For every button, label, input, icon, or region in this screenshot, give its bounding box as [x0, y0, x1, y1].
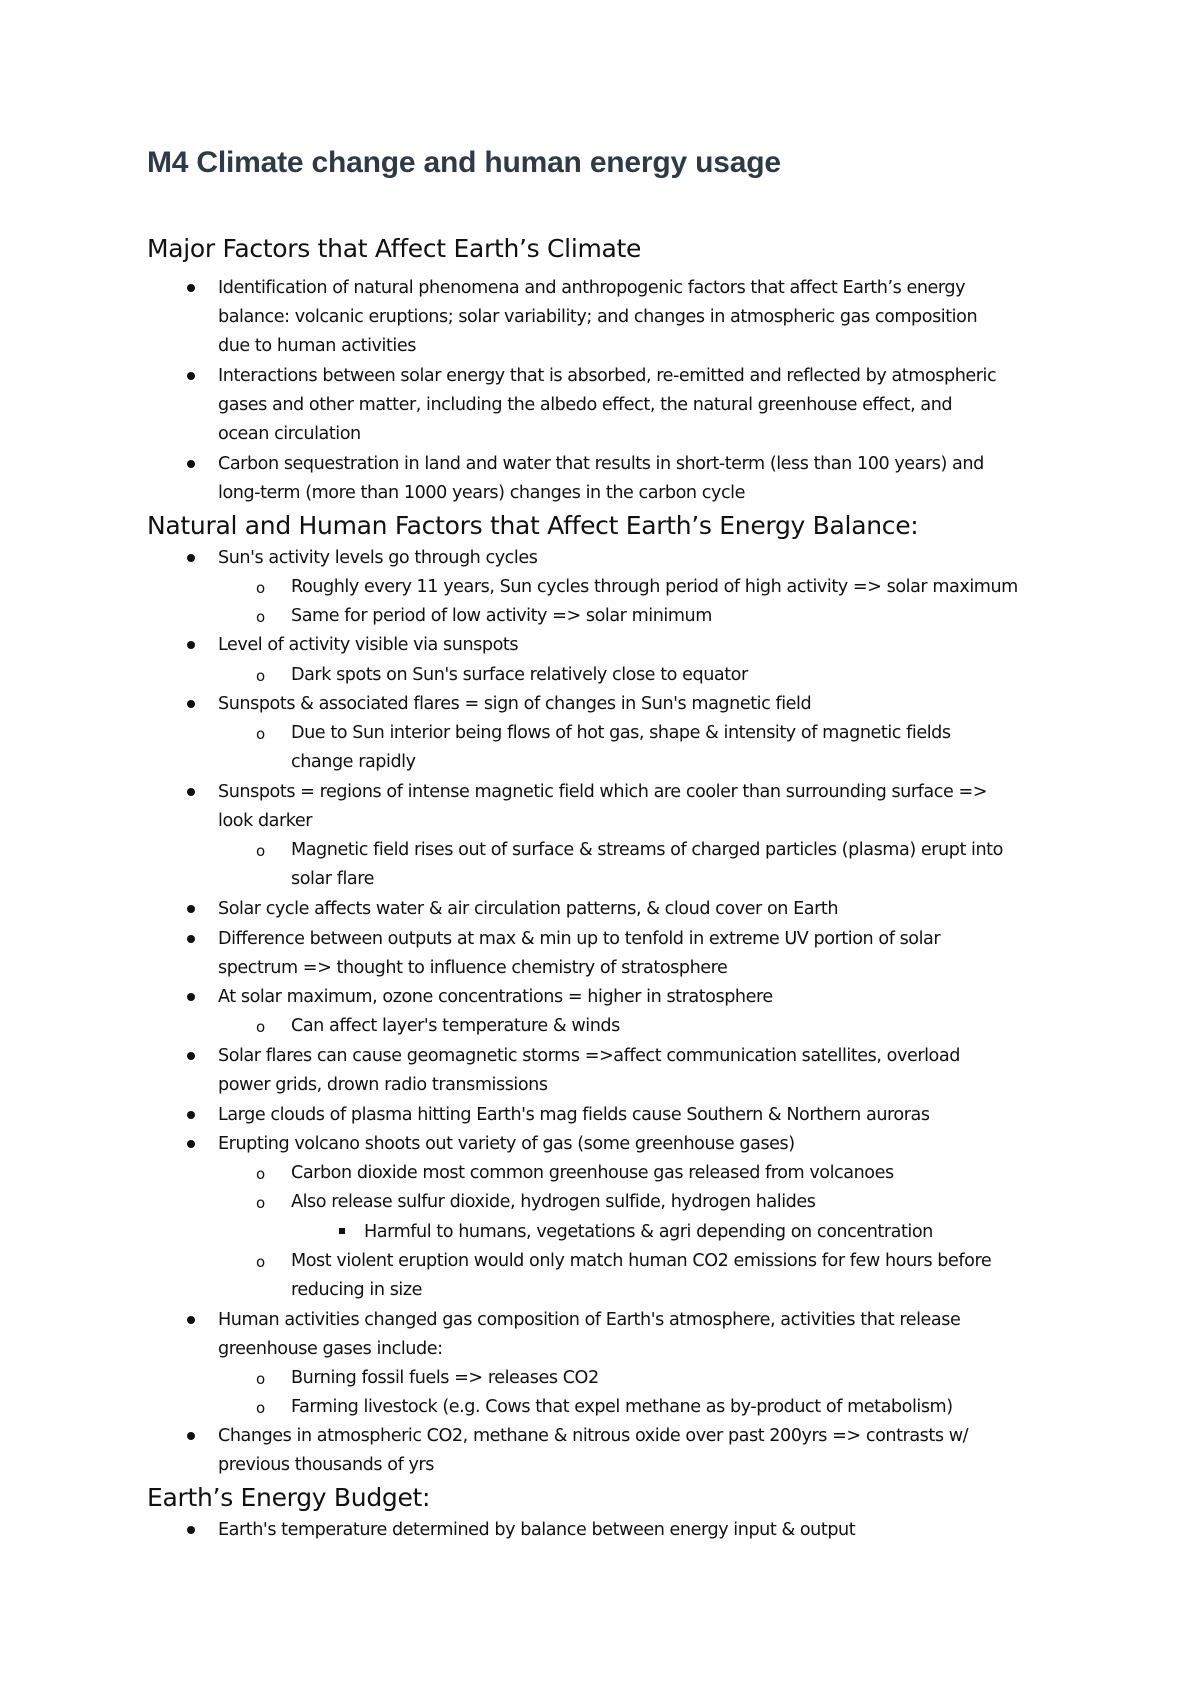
bullet-icon: [187, 372, 195, 380]
list-item: Sun's activity levels go through cycles: [218, 548, 538, 568]
circle-bullet-icon: o: [256, 1165, 266, 1183]
sub-list-item: Magnetic field rises out of surface & streams of charged particles (plasma) erupt into: [291, 840, 1003, 860]
sub-list-item: Most violent eruption would only match human CO2 emissions for few hours before: [291, 1251, 992, 1271]
list-item: Sunspots & associated flares = sign of changes in Sun's magnetic field: [218, 694, 812, 714]
circle-bullet-icon: o: [256, 1018, 266, 1036]
list-item: Earth's temperature determined by balance between energy input & output: [218, 1520, 856, 1540]
bullet-icon: [187, 788, 195, 796]
bullet-icon: [187, 554, 195, 562]
bullet-icon: [187, 700, 195, 708]
bullet-icon: [187, 460, 195, 468]
document-title: M4 Climate change and human energy usage: [147, 146, 781, 179]
list-item-continuation: look darker: [218, 811, 313, 831]
bullet-icon: [187, 1526, 195, 1534]
list-item: Carbon sequestration in land and water that results in short-term (less than 100 years) and: [218, 454, 984, 474]
sub-list-item-continuation: change rapidly: [291, 752, 416, 772]
list-item-continuation: power grids, drown radio transmissions: [218, 1075, 548, 1095]
list-item-continuation: gases and other matter, including the albedo effect, the natural greenhouse effect, and: [218, 395, 953, 415]
section-heading-energy-budget: Earth’s Energy Budget:: [147, 1483, 431, 1512]
list-item-continuation: previous thousands of yrs: [218, 1455, 434, 1475]
list-item: Sunspots = regions of intense magnetic field which are cooler than surrounding surface =>: [218, 782, 988, 802]
circle-bullet-icon: o: [256, 1370, 266, 1388]
sub-list-item: Same for period of low activity => solar minimum: [291, 606, 712, 626]
sub-list-item: Farming livestock (e.g. Cows that expel methane as by-product of metabolism): [291, 1397, 953, 1417]
list-item: Solar flares can cause geomagnetic storms =>affect communication satellites, overload: [218, 1046, 960, 1066]
list-item-continuation: balance: volcanic eruptions; solar variability; and changes in atmospheric gas composition: [218, 307, 978, 327]
list-item-continuation: spectrum => thought to influence chemistry of stratosphere: [218, 958, 728, 978]
sub-sub-list-item: Harmful to humans, vegetations & agri depending on concentration: [364, 1222, 933, 1242]
circle-bullet-icon: o: [256, 608, 266, 626]
bullet-icon: [187, 641, 195, 649]
bullet-icon: [187, 993, 195, 1001]
sub-list-item: Can affect layer's temperature & winds: [291, 1016, 620, 1036]
bullet-icon: [187, 1052, 195, 1060]
list-item: Difference between outputs at max & min up to tenfold in extreme UV portion of solar: [218, 929, 941, 949]
circle-bullet-icon: o: [256, 667, 266, 685]
section-heading-major-factors: Major Factors that Affect Earth’s Climate: [147, 234, 642, 263]
circle-bullet-icon: o: [256, 1399, 266, 1417]
list-item-continuation: ocean circulation: [218, 424, 361, 444]
sub-list-item-continuation: solar flare: [291, 869, 375, 889]
circle-bullet-icon: o: [256, 725, 266, 743]
circle-bullet-icon: o: [256, 842, 266, 860]
list-item: Human activities changed gas composition of Earth's atmosphere, activities that release: [218, 1310, 961, 1330]
sub-list-item: Burning fossil fuels => releases CO2: [291, 1368, 599, 1388]
sub-list-item: Due to Sun interior being flows of hot gas, shape & intensity of magnetic fields: [291, 723, 951, 743]
square-bullet-icon: [339, 1228, 345, 1234]
list-item: Interactions between solar energy that is absorbed, re-emitted and reflected by atmospheric: [218, 366, 997, 386]
sub-list-item: Dark spots on Sun's surface relatively close to equator: [291, 665, 748, 685]
list-item-continuation: long-term (more than 1000 years) changes in the carbon cycle: [218, 483, 745, 503]
list-item: Identification of natural phenomena and anthropogenic factors that affect Earth’s energy: [218, 278, 966, 298]
list-item: Level of activity visible via sunspots: [218, 635, 519, 655]
list-item: Changes in atmospheric CO2, methane & nitrous oxide over past 200yrs => contrasts w/: [218, 1426, 969, 1446]
sub-list-item: Also release sulfur dioxide, hydrogen sulfide, hydrogen halides: [291, 1192, 816, 1212]
sub-list-item: Roughly every 11 years, Sun cycles through period of high activity => solar maximum: [291, 577, 1018, 597]
circle-bullet-icon: o: [256, 1253, 266, 1271]
sub-list-item-continuation: reducing in size: [291, 1280, 423, 1300]
section-heading-energy-balance: Natural and Human Factors that Affect Earth’s Energy Balance:: [147, 511, 919, 540]
circle-bullet-icon: o: [256, 579, 266, 597]
list-item-continuation: due to human activities: [218, 336, 416, 356]
circle-bullet-icon: o: [256, 1194, 266, 1212]
list-item: Erupting volcano shoots out variety of gas (some greenhouse gases): [218, 1134, 795, 1154]
bullet-icon: [187, 935, 195, 943]
sub-list-item: Carbon dioxide most common greenhouse gas released from volcanoes: [291, 1163, 894, 1183]
bullet-icon: [187, 905, 195, 913]
list-item: Solar cycle affects water & air circulation patterns, & cloud cover on Earth: [218, 899, 839, 919]
bullet-icon: [187, 1111, 195, 1119]
bullet-icon: [187, 1432, 195, 1440]
list-item-continuation: greenhouse gases include:: [218, 1339, 443, 1359]
bullet-icon: [187, 1140, 195, 1148]
list-item: Large clouds of plasma hitting Earth's mag fields cause Southern & Northern auroras: [218, 1105, 930, 1125]
list-item: At solar maximum, ozone concentrations = higher in stratosphere: [218, 987, 773, 1007]
bullet-icon: [187, 1316, 195, 1324]
bullet-icon: [187, 284, 195, 292]
